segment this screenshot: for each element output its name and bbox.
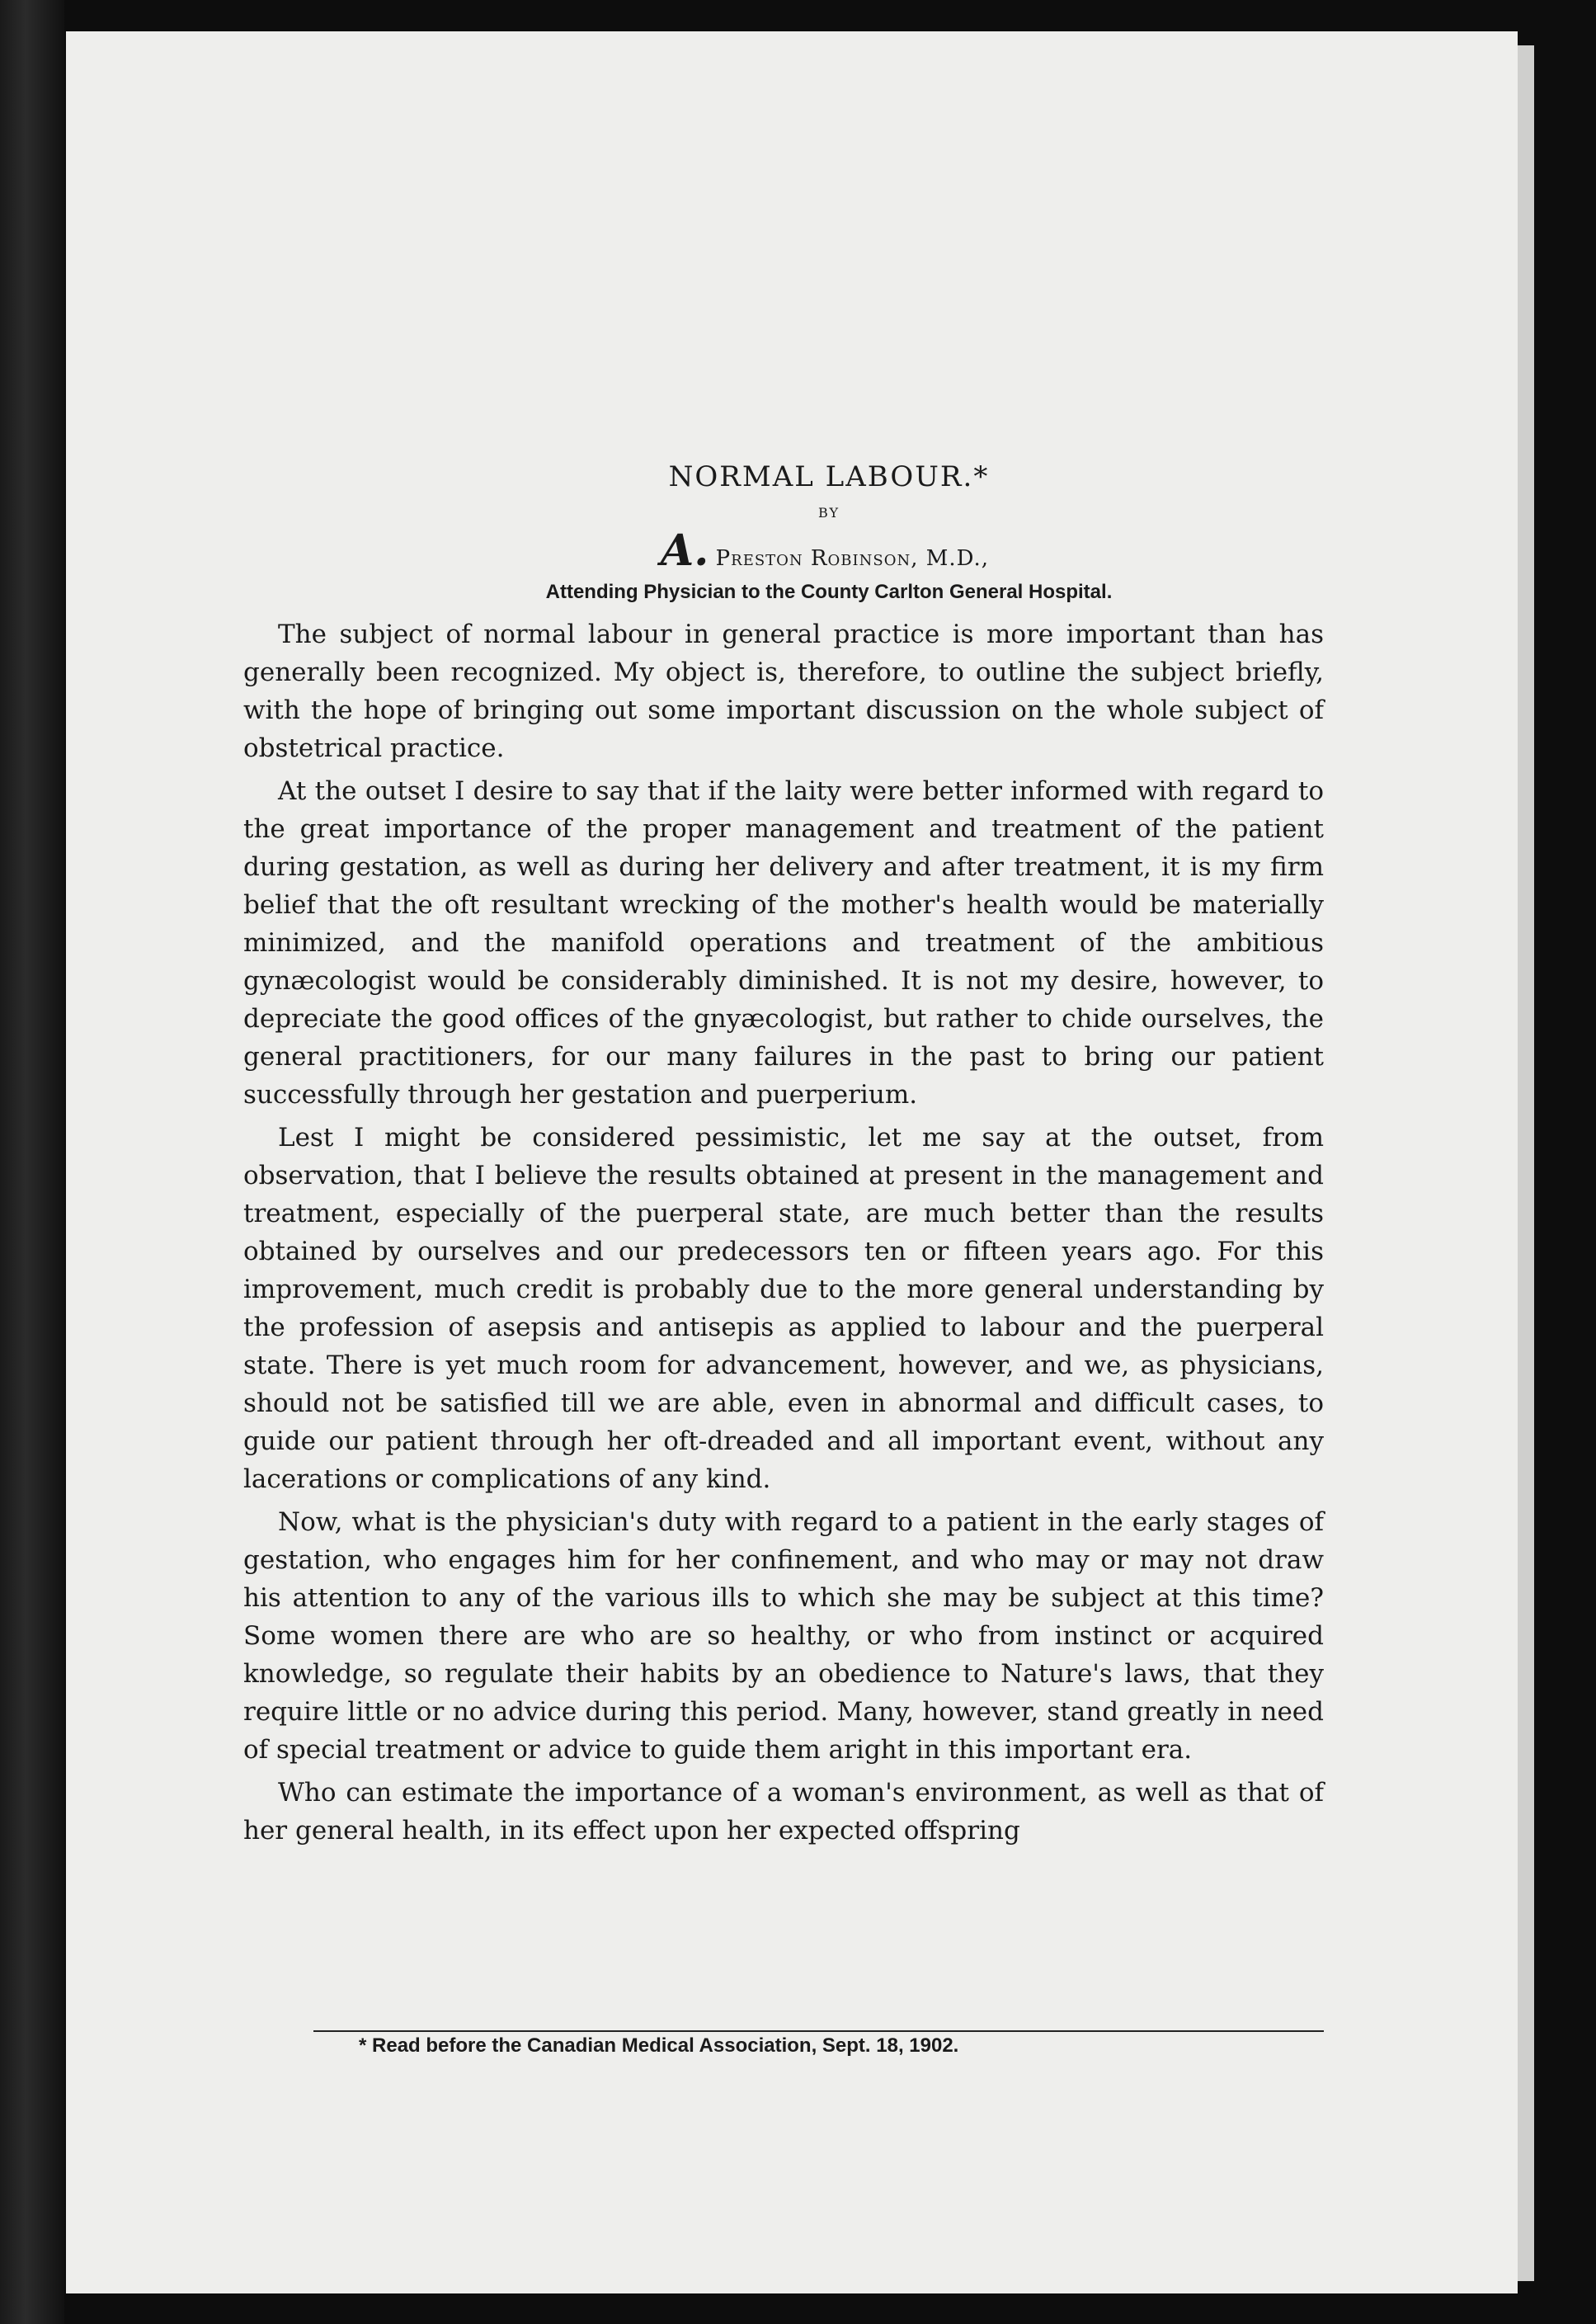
book-spine — [0, 0, 64, 2324]
author-line — [243, 526, 1324, 576]
paragraph: At the outset I desire to say that if the laity were better informed with regard to the great importance of the proper management and treatment of the patient during gestation, as well as during her delivery and after treatment, it is my firm belief that the oft resultant wrecking of the mother's health would be materially minimized, and the manifold operations and treatment of the ambitious gynæcologist would be considerably diminished. It is not my desire, however, to depreciate the good offices of the gnyæcologist, but rather to chide ourselves, the general practitioners, for our many failures in the past to bring our patient successfully through her gestation and puerperium. — [243, 776, 1324, 1110]
author-initial: A. — [660, 526, 709, 576]
byline-by: BY — [817, 505, 840, 521]
page-edge — [1518, 45, 1534, 2281]
paragraph: Lest I might be considered pessimistic, let me say at the outset, from observation, that I believe the results obtained at present in the management and treatment, especially of the puerperal state, are much better than the results obtained by ourselves and our predecessors ten or fifteen years ago. For this improvement, much credit is probably due to the more general understanding by the profession of asepsis and antisepis as applied to labour and the puerperal state. There is yet much room for advancement, however, and we, as physicians, should not be satisfied till we are able, even in abnormal and difficult cases, to guide our patient through her oft-dreaded and all important event, without any lacerations or complications of any kind. — [243, 1123, 1324, 1494]
page — [66, 31, 1518, 2293]
paragraph: Now, what is the physician's duty with regard to a patient in the early stages of gestation, who engages him for her confinement, and who may or may not draw his attention to any of the various ills to which she may be subject at this time? Some women there are who are so healthy, or who from instinct or acquired knowledge, so regulate their habits by an obedience to Nature's laws, that they require little or no advice during this period. Many, however, stand greatly in need of special treatment or advice to guide them aright in this important era. — [243, 1507, 1324, 1765]
footnote: * Read before the Canadian Medical Association, Sept. 18, 1902. — [359, 2034, 959, 2057]
footnote-rule — [313, 2030, 1324, 2032]
paragraph: Who can estimate the importance of a woman's environment, as well as that of her general health, in its effect upon her expected offspring — [243, 1778, 1324, 1846]
author-affiliation: Attending Physician to the County Carlton General Hospital. — [545, 581, 1113, 603]
article-body — [243, 460, 1324, 1855]
article-title: NORMAL LABOUR.* — [668, 460, 990, 493]
paragraph: The subject of normal labour in general practice is more important than has generally been recognized. My object is, therefore, to outline the subject briefly, with the hope of bringing out some important discussion on the whole subject of obstetrical practice. — [243, 620, 1324, 763]
author-name: Preston Robinson, M.D., — [715, 546, 990, 571]
